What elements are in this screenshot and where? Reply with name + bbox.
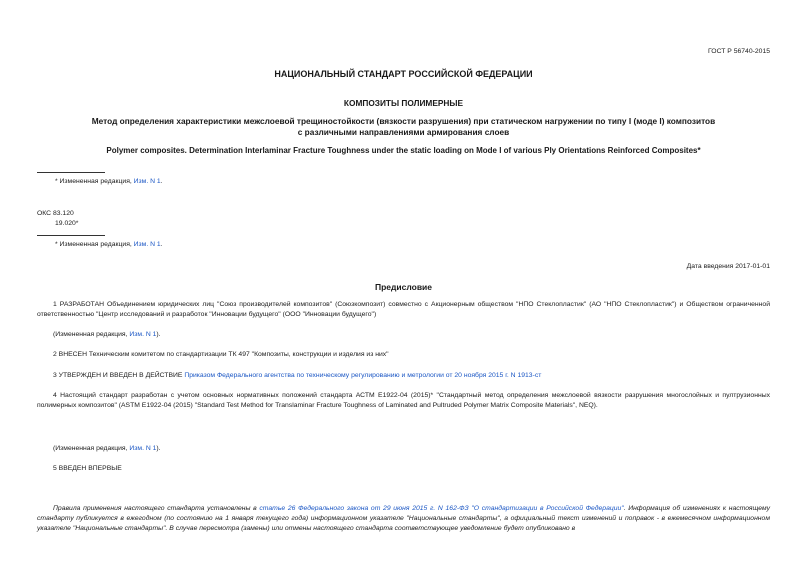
- amendment-link[interactable]: Изм. N 1: [133, 178, 161, 185]
- preface-item-4: 4 Настоящий стандарт разработан с учетом основных нормативных положений стандарта АСТМ Е1922-04 (2015)* "Стандартный метод определения межслоевой вязкости разрушения многослойных и пултрузионных полимерных композитов" (ASTM E1922-04 (2015) "Standard Test Method for Translaminar Fracture Toughness of Laminated and Pultruded Polymer Matrix Composite Materials", NEQ).: [37, 392, 770, 410]
- preface-item-2: 2 ВНЕСЕН Техническим комитетом по стандартизации ТК 497 "Композиты, конструкции и изделия из них": [53, 351, 389, 358]
- preface-item-5: 5 ВВЕДЕН ВПЕРВЫЕ: [53, 465, 122, 472]
- subject-title: КОМПОЗИТЫ ПОЛИМЕРНЫЕ: [343, 98, 464, 108]
- oks-code-1: ОКС 83.120: [37, 210, 74, 217]
- footnote-divider: [37, 235, 105, 236]
- amendment-note-2: (Измененная редакция, Изм. N 1).: [53, 445, 161, 452]
- footnote-1: * Измененная редакция, Изм. N 1.: [55, 178, 163, 185]
- footnote-divider: [37, 172, 105, 173]
- preface-item-1: 1 РАЗРАБОТАН Объединением юридических лиц "Союз производителей композитов" (Союзкомпозит) совместно с Акционерным обществом "НПО Стеклопластик" (АО "НПО Стеклопластик") и Обществом ограниченной ответственностью "Центр исследований и разработок "Инновации будущего" (ООО "Инновации будущего"): [37, 301, 770, 319]
- rules-paragraph: Правила применения настоящего стандарта установлены в статье 26 Федерального закона от 29 июня 2015 г. N 162-ФЗ "О стандартизации в Российской Федерации". Информация об изменениях к настоящему стандарту публикуется в ежегодном (по состоянию на 1 января текущего года) информационном указателе "Национальные стандарты", а официальный текст изменений и поправок - в ежемесячном информационном указателе "Национальные стандарты". В случае пересмотра (замены) или отмены настоящего стандарта соответствующее уведомление будет опубликовано в: [37, 505, 770, 533]
- document-code: ГОСТ Р 56740-2015: [707, 48, 770, 55]
- oks-code-2: 19.020*: [55, 220, 79, 227]
- english-standard-name: Polymer composites. Determination Interlaminar Fracture Toughness under the static loading on Mode I of various Ply Orientations Reinforced Composites*: [106, 146, 701, 155]
- preface-heading: Предисловие: [374, 282, 433, 292]
- national-standard-title: НАЦИОНАЛЬНЫЙ СТАНДАРТ РОССИЙСКОЙ ФЕДЕРАЦИИ: [274, 69, 533, 79]
- order-link[interactable]: Приказом Федерального агентства по техническому регулированию и метрологии от 20 ноября 2015 г. N 1913-ст: [184, 372, 542, 379]
- introduction-date: Дата введения 2017-01-01: [686, 263, 770, 270]
- russian-standard-name: Метод определения характеристики межслоевой трещиностойкости (вязкости разрушения) при статическом нагружении по типу I (моде I) композитов с различными направлениями армирования слоев: [91, 116, 716, 138]
- amendment-link[interactable]: Изм. N 1: [133, 241, 161, 248]
- preface-item-3: 3 УТВЕРЖДЕН И ВВЕДЕН В ДЕЙСТВИЕ Приказом Федерального агентства по техническому регулированию и метрологии от 20 ноября 2015 г. N 1913-ст: [53, 372, 542, 379]
- amendment-note-1: (Измененная редакция, Изм. N 1).: [53, 331, 161, 338]
- footnote-2: * Измененная редакция, Изм. N 1.: [55, 241, 163, 248]
- federal-law-link[interactable]: статье 26 Федерального закона от 29 июня 2015 г. N 162-ФЗ "О стандартизации в Российской Федерации": [259, 505, 624, 512]
- amendment-link[interactable]: Изм. N 1: [129, 445, 157, 452]
- amendment-link[interactable]: Изм. N 1: [129, 331, 157, 338]
